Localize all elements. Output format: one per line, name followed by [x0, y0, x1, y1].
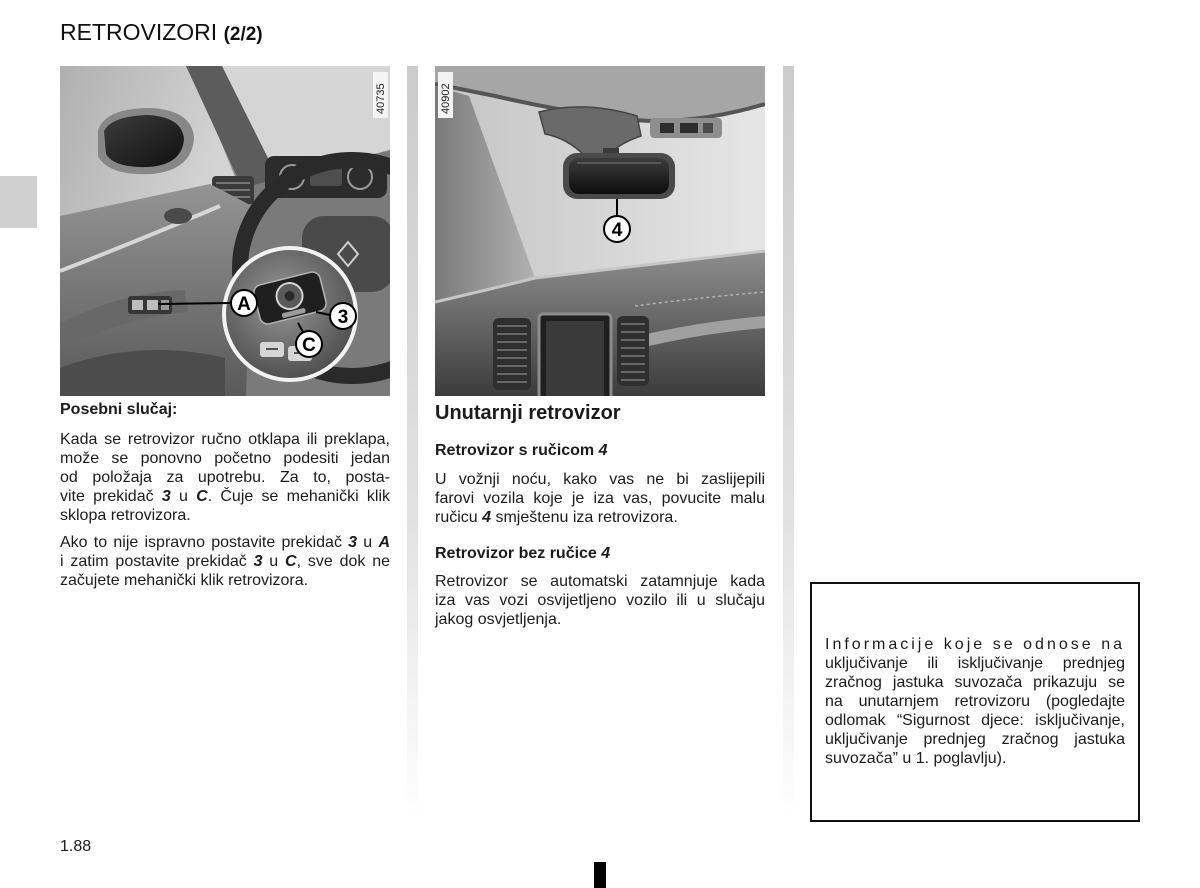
- figure-interior-mirror: [435, 66, 765, 396]
- text-segment: Kada se retrovizor ručno otklapa ili preklapa,: [60, 431, 390, 448]
- door-mirror-photo: [60, 66, 390, 396]
- position-ref: A: [378, 534, 390, 551]
- page-title: [60, 19, 263, 48]
- vent-body: [493, 318, 531, 390]
- text-segment: farovi vozila koje je iza vas, povucite malu: [435, 490, 765, 507]
- lever-ref: 4: [598, 442, 608, 459]
- text-segment: Ako to nije ispravno postavite prekidač: [60, 534, 349, 551]
- switch-ref: 3: [348, 534, 358, 551]
- window-switches: [128, 296, 172, 314]
- text-segment: ručicu: [435, 509, 483, 526]
- figure-code: 40735: [375, 83, 387, 114]
- text-line: [60, 506, 390, 525]
- text-line: [435, 489, 765, 508]
- screen-surface: [546, 321, 604, 396]
- position-ref: C: [285, 553, 297, 570]
- text-segment: smještenu iza retrovizora.: [491, 509, 678, 526]
- text-segment: i zatim postavite prekidač: [60, 553, 254, 570]
- text-segment: sklopa retrovizora.: [60, 507, 191, 524]
- chapter-tab: [0, 176, 37, 228]
- callout-c-label: C: [302, 335, 316, 356]
- center-screen: [539, 314, 611, 396]
- switch-ref: 3: [253, 553, 263, 570]
- text-line: [435, 610, 765, 629]
- text-line: [435, 508, 765, 527]
- sensor-window: [680, 123, 698, 133]
- text-line: [60, 430, 390, 449]
- column-separator: [407, 66, 418, 820]
- callout-4-label: 4: [611, 220, 623, 241]
- text-segment: . Čuje se mehanički klik: [207, 488, 391, 505]
- page-number: 1.88: [60, 838, 92, 855]
- callout-3-label: 3: [337, 307, 349, 328]
- text-segment: može se ponovno početno podesiti jedan: [60, 450, 390, 467]
- text-line: [60, 552, 390, 571]
- figure-door-mirror-controls: [60, 66, 390, 396]
- text-line: [60, 468, 390, 487]
- text-line: [60, 571, 390, 590]
- right-air-vent: [617, 316, 649, 386]
- title-text: RETROVIZORI: [60, 19, 218, 45]
- text-line: [60, 449, 390, 468]
- text-segment: Retrovizor se automatski zatamnjuje kada: [435, 573, 765, 590]
- section-heading: Posebni slučaj:: [60, 401, 178, 418]
- text-line: [60, 487, 390, 506]
- mirror-ref: 4: [601, 545, 611, 562]
- door-mirror: [98, 108, 194, 174]
- sensor-window: [703, 123, 713, 133]
- figure-code: 40902: [440, 83, 452, 114]
- switch-ref: 3: [161, 488, 171, 505]
- text-segment: jakog osvjetljenja.: [435, 611, 562, 628]
- note-line: suvozača” u 1. poglavlju).: [825, 750, 1007, 767]
- vent-body: [617, 316, 649, 386]
- left-air-vent: [493, 318, 531, 390]
- position-ref: C: [196, 488, 208, 505]
- note-line: uključivanje prednjeg zračnog jastuka: [825, 731, 1125, 748]
- special-case-section: [60, 400, 390, 590]
- paragraph: [60, 430, 390, 525]
- subsection-heading: [435, 441, 765, 460]
- section-heading: Unutarnji retrovizor: [435, 402, 621, 424]
- text-segment: , sve dok ne: [296, 553, 390, 570]
- mirror-glass: [104, 115, 184, 167]
- text-segment: začujete mehanički klik retrovizora.: [60, 572, 309, 589]
- door-handle: [164, 208, 192, 224]
- switch-button: [147, 300, 158, 310]
- text-segment: Retrovizor s ručicom: [435, 442, 599, 459]
- note-line: uključivanje ili isključivanje prednjeg: [825, 655, 1125, 672]
- note-line: Informacije koje se odnose na: [825, 636, 1125, 653]
- title-part: (2/2): [223, 24, 263, 45]
- rain-light-sensor: [650, 118, 722, 138]
- switch-button: [132, 300, 143, 310]
- text-segment: Retrovizor bez ručice: [435, 545, 602, 562]
- text-segment: U vožnji noću, kako vas ne bi zaslijepili: [435, 471, 765, 488]
- text-segment: od položaja za upotrebu. Za to, posta-: [60, 469, 390, 486]
- lever-ref: 4: [482, 509, 492, 526]
- text-line: [435, 591, 765, 610]
- rearview-mirror: [563, 153, 675, 199]
- text-segment: vite prekidač: [60, 488, 162, 505]
- text-line: [60, 533, 390, 552]
- note-line: zračnog jastuka suvozača prikazuju se: [825, 674, 1125, 691]
- note-line: odlomak “Sigurnost djece: isključivanje,: [825, 712, 1125, 729]
- page-edge-marker: [594, 862, 606, 888]
- callout-a-label: A: [237, 294, 251, 315]
- text-segment: u: [170, 488, 197, 505]
- subsection-heading: [435, 544, 765, 563]
- switch-button: [161, 300, 169, 310]
- text-line: [435, 470, 765, 489]
- column-separator: [783, 66, 794, 820]
- sensor-window: [660, 123, 674, 133]
- leader-line-a: [158, 303, 231, 304]
- paragraph: [435, 470, 765, 527]
- airbag-info-box: [810, 582, 1140, 822]
- paragraph: [435, 572, 765, 629]
- interior-mirror-section: [435, 401, 765, 629]
- paragraph: [60, 533, 390, 590]
- text-line: [435, 572, 765, 591]
- text-segment: iza vas vozi osvijetljeno vozilo ili u slučaju: [435, 592, 765, 609]
- text-segment: u: [262, 553, 286, 570]
- note-line: na unutarnjem retrovizoru (pogledajte: [825, 693, 1125, 710]
- interior-mirror-photo: [435, 66, 765, 396]
- text-segment: u: [357, 534, 379, 551]
